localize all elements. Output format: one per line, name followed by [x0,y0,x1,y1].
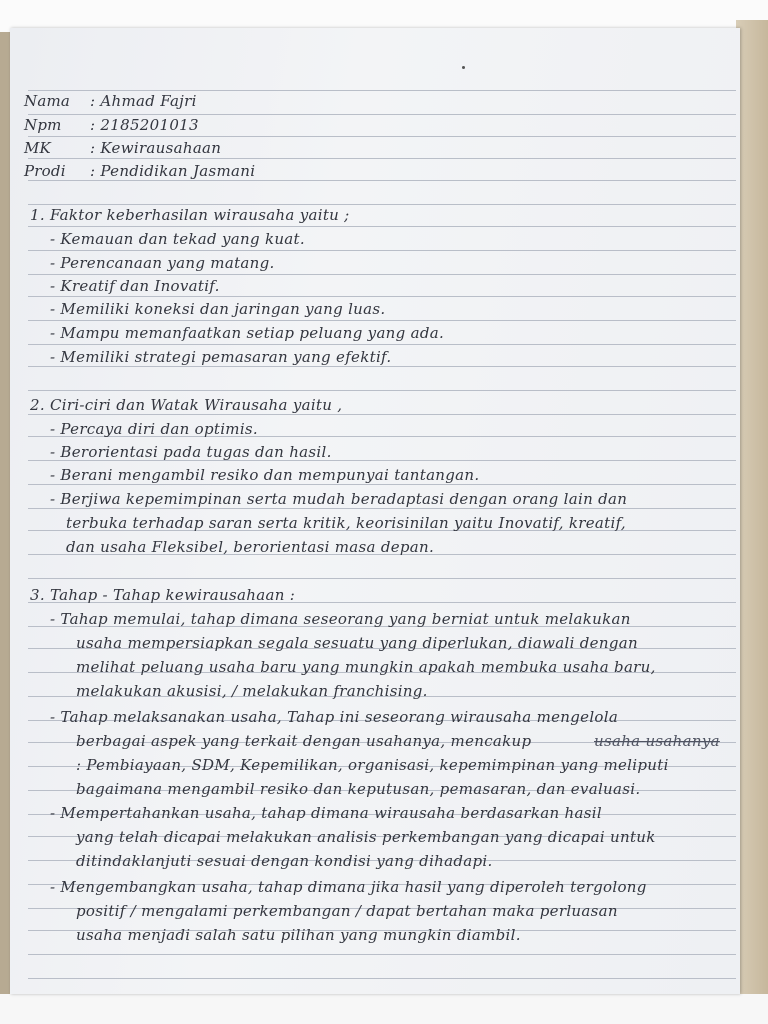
section1-item: - Memiliki strategi pemasaran yang efektif. [50,348,392,366]
ruled-line [28,180,736,181]
ruled-line [28,114,736,115]
nama-label: Nama [24,92,71,110]
section3-line: usaha menjadi salah satu pilihan yang mungkin diambil. [76,926,521,944]
section1-item: - Memiliki koneksi dan jaringan yang luas. [50,300,386,318]
mk-value: : Kewirausahaan [90,139,222,157]
nama-value: : Ahmad Fajri [90,92,197,110]
section2-item-cont: dan usaha Fleksibel, berorientasi masa depan. [66,538,435,556]
prodi-label: Prodi [24,162,66,180]
ruled-line [28,158,736,159]
section3-line: berbagai aspek yang terkait dengan usahanya, mencakup [76,732,532,750]
section3-line: : Pembiayaan, SDM, Kepemilikan, organisasi, kepemimpinan yang meliputi [76,756,669,774]
section2-title: 2. Ciri-ciri dan Watak Wirausaha yaitu , [30,396,343,414]
section3-title: 3. Tahap - Tahap kewirausahaan : [30,586,296,604]
section2-item: - Berani mengambil resiko dan mempunyai tantangan. [50,466,480,484]
ruled-line [28,578,736,579]
ruled-line [28,296,736,297]
ruled-line [28,366,736,367]
section1-item: - Kemauan dan tekad yang kuat. [50,230,305,248]
ruled-line [28,954,736,955]
section2-item-cont: terbuka terhadap saran serta kritik, keorisinilan yaitu Inovatif, kreatif, [66,514,626,532]
section1-item: - Perencanaan yang matang. [50,254,275,272]
section2-item: - Percaya diri dan optimis. [50,420,258,438]
ink-dot [462,66,465,69]
section3-line: yang telah dicapai melakukan analisis perkembangan yang dicapai untuk [76,828,656,846]
section3-line: - Mengembangkan usaha, tahap dimana jika hasil yang diperoleh tergolong [50,878,647,896]
section1-title: 1. Faktor keberhasilan wirausaha yaitu ; [30,206,350,224]
ruled-line [28,226,736,227]
ruled-line [28,320,736,321]
ruled-line [28,978,736,979]
section3-line: positif / mengalami perkembangan / dapat bertahan maka perluasan [76,902,618,920]
ruled-line [28,136,736,137]
section3-line: melakukan akusisi, / melakukan franchising. [76,682,428,700]
background-table-right [736,20,768,1000]
section3-line: bagaimana mengambil resiko dan keputusan, pemasaran, dan evaluasi. [76,780,641,798]
section3-line: ditindaklanjuti sesuai dengan kondisi yang dihadapi. [76,852,493,870]
section3-line: - Tahap memulai, tahap dimana seseorang yang berniat untuk melakukan [50,610,631,628]
struck-out-text: usaha usahanya [594,732,720,750]
ruled-line [28,90,736,91]
ruled-line [28,414,736,415]
section3-line: usaha mempersiapkan segala sesuatu yang diperlukan, diawali dengan [76,634,638,652]
section3-line: - Mempertahankan usaha, tahap dimana wirausaha berdasarkan hasil [50,804,602,822]
section1-item: - Kreatif dan Inovatif. [50,277,220,295]
ruled-line [28,508,736,509]
npm-value: : 2185201013 [90,116,199,134]
section3-line: melihat peluang usaha baru yang mungkin apakah membuka usaha baru, [76,658,656,676]
ruled-line [28,250,736,251]
background-table-bottom [0,994,768,1024]
prodi-value: : Pendidikan Jasmani [90,162,256,180]
mk-label: MK [24,139,51,157]
npm-label: Npm [24,116,62,134]
ruled-line [28,274,736,275]
ruled-line [28,484,736,485]
ruled-line [28,390,736,391]
section2-item: - Berjiwa kepemimpinan serta mudah beradaptasi dengan orang lain dan [50,490,628,508]
section3-line: - Tahap melaksanakan usaha, Tahap ini seseorang wirausaha mengelola [50,708,619,726]
section2-item: - Berorientasi pada tugas dan hasil. [50,443,332,461]
ruled-line [28,344,736,345]
section1-item: - Mampu memanfaatkan setiap peluang yang ada. [50,324,445,342]
ruled-line [28,204,736,205]
